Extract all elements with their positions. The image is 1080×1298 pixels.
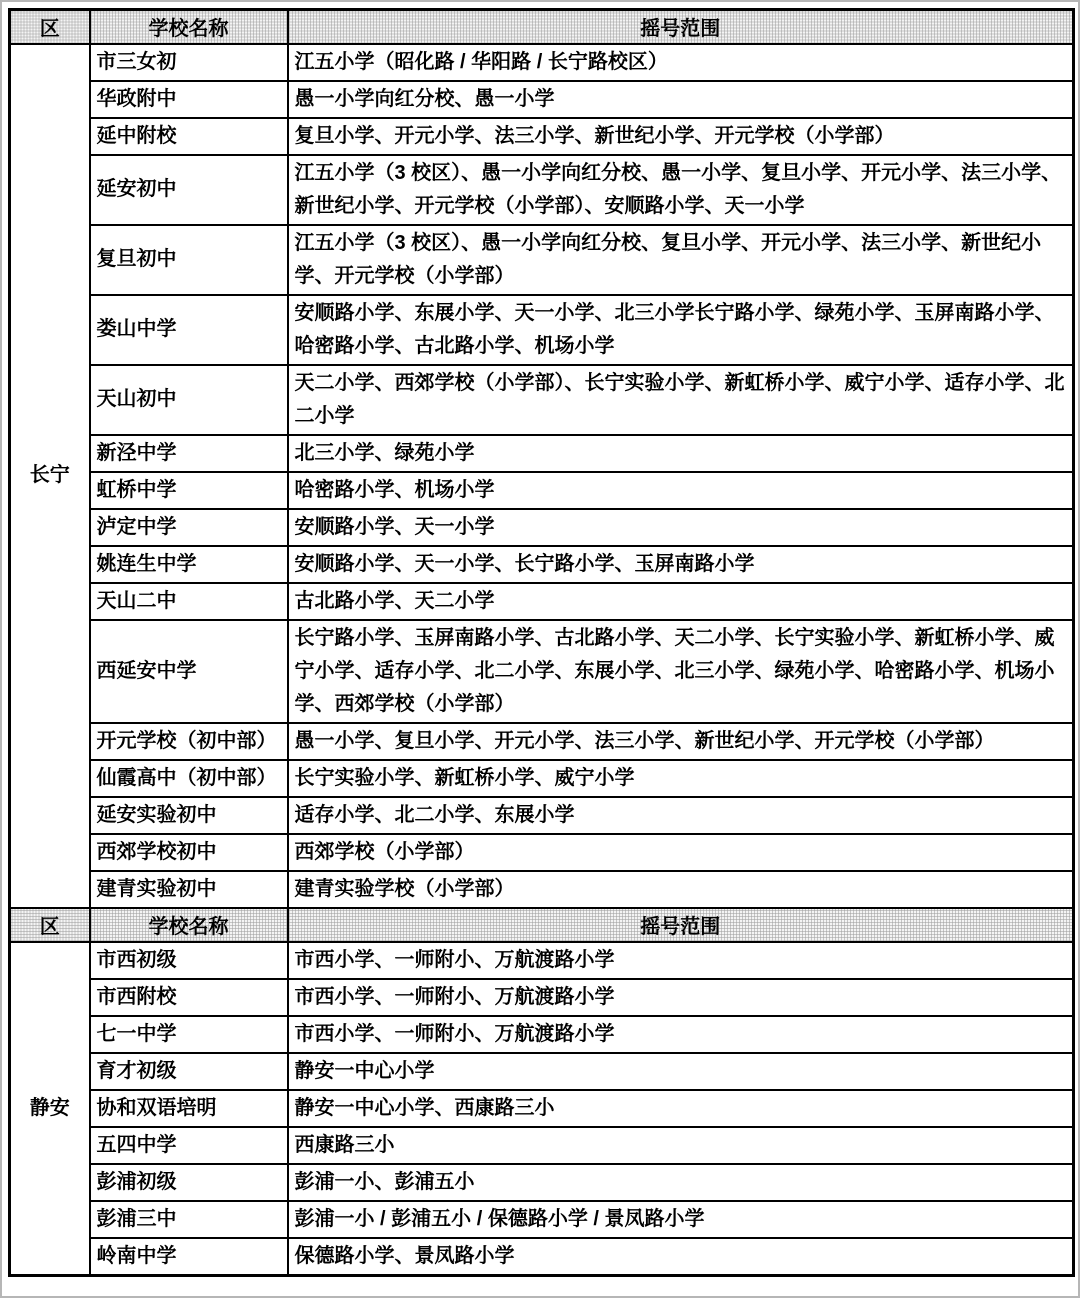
table-row	[10, 118, 1074, 155]
header-district: 区	[10, 908, 90, 942]
table-row	[10, 509, 1074, 546]
table-row	[10, 723, 1074, 760]
school-cell: 建青实验初中	[90, 871, 288, 908]
range-cell: 适存小学、北二小学、东展小学	[288, 797, 1074, 834]
school-cell: 西延安中学	[90, 620, 288, 723]
range-cell: 西郊学校（小学部）	[288, 834, 1074, 871]
range-cell: 市西小学、一师附小、万航渡路小学	[288, 979, 1074, 1016]
table-row	[10, 1201, 1074, 1238]
range-cell: 愚一小学向红分校、愚一小学	[288, 81, 1074, 118]
range-cell: 静安一中心小学、西康路三小	[288, 1090, 1074, 1127]
school-cell: 虹桥中学	[90, 472, 288, 509]
table-row	[10, 1127, 1074, 1164]
table-row	[10, 583, 1074, 620]
school-cell: 协和双语培明	[90, 1090, 288, 1127]
school-cell: 姚连生中学	[90, 546, 288, 583]
table-row	[10, 435, 1074, 472]
header-school: 学校名称	[90, 908, 288, 942]
range-cell: 哈密路小学、机场小学	[288, 472, 1074, 509]
school-cell: 延安初中	[90, 155, 288, 225]
table-row	[10, 620, 1074, 723]
range-cell: 古北路小学、天二小学	[288, 583, 1074, 620]
range-cell: 保德路小学、景凤路小学	[288, 1238, 1074, 1276]
range-cell: 长宁实验小学、新虹桥小学、威宁小学	[288, 760, 1074, 797]
range-cell: 江五小学（3 校区）、愚一小学向红分校、愚一小学、复旦小学、开元小学、法三小学、新世纪小学、开元学校（小学部）、安顺路小学、天一小学	[288, 155, 1074, 225]
school-cell: 天山二中	[90, 583, 288, 620]
range-cell: 市西小学、一师附小、万航渡路小学	[288, 1016, 1074, 1053]
range-cell: 西康路三小	[288, 1127, 1074, 1164]
table-row	[10, 1016, 1074, 1053]
school-cell: 延中附校	[90, 118, 288, 155]
header-range: 摇号范围	[288, 908, 1074, 942]
table-row	[10, 834, 1074, 871]
table-row	[10, 797, 1074, 834]
school-cell: 新泾中学	[90, 435, 288, 472]
school-cell: 西郊学校初中	[90, 834, 288, 871]
header-district: 区	[10, 10, 90, 44]
school-cell: 市西初级	[90, 942, 288, 979]
range-cell: 长宁路小学、玉屏南路小学、古北路小学、天二小学、长宁实验小学、新虹桥小学、威宁小学、适存小学、北二小学、东展小学、北三小学、绿苑小学、哈密路小学、机场小学、西郊学校（小学部）	[288, 620, 1074, 723]
table-header-row	[10, 908, 1074, 942]
range-cell: 愚一小学、复旦小学、开元小学、法三小学、新世纪小学、开元学校（小学部）	[288, 723, 1074, 760]
table-row	[10, 979, 1074, 1016]
table-row	[10, 155, 1074, 225]
table-row	[10, 295, 1074, 365]
school-cell: 仙霞高中（初中部）	[90, 760, 288, 797]
table-row	[10, 365, 1074, 435]
range-cell: 市西小学、一师附小、万航渡路小学	[288, 942, 1074, 979]
school-cell: 七一中学	[90, 1016, 288, 1053]
district-cell: 静安	[10, 942, 90, 1276]
school-cell: 泸定中学	[90, 509, 288, 546]
table-row	[10, 225, 1074, 295]
school-cell: 岭南中学	[90, 1238, 288, 1276]
table-row	[10, 871, 1074, 908]
table-row	[10, 472, 1074, 509]
school-cell: 天山初中	[90, 365, 288, 435]
header-range: 摇号范围	[288, 10, 1074, 44]
school-cell: 复旦初中	[90, 225, 288, 295]
table-row	[10, 1090, 1074, 1127]
range-cell: 天二小学、西郊学校（小学部）、长宁实验小学、新虹桥小学、威宁小学、适存小学、北二小学	[288, 365, 1074, 435]
school-cell: 彭浦三中	[90, 1201, 288, 1238]
table-row	[10, 760, 1074, 797]
table-row	[10, 1164, 1074, 1201]
header-school: 学校名称	[90, 10, 288, 44]
range-cell: 北三小学、绿苑小学	[288, 435, 1074, 472]
range-cell: 安顺路小学、天一小学	[288, 509, 1074, 546]
range-cell: 江五小学（昭化路 / 华阳路 / 长宁路校区）	[288, 44, 1074, 81]
table-row	[10, 942, 1074, 979]
range-cell: 江五小学（3 校区）、愚一小学向红分校、复旦小学、开元小学、法三小学、新世纪小学、开元学校（小学部）	[288, 225, 1074, 295]
table-body	[10, 10, 1074, 1276]
school-cell: 娄山中学	[90, 295, 288, 365]
range-cell: 彭浦一小 / 彭浦五小 / 保德路小学 / 景凤路小学	[288, 1201, 1074, 1238]
table-row	[10, 1238, 1074, 1276]
district-cell: 长宁	[10, 44, 90, 908]
range-cell: 建青实验学校（小学部）	[288, 871, 1074, 908]
table-row	[10, 44, 1074, 81]
school-cell: 延安实验初中	[90, 797, 288, 834]
school-cell: 五四中学	[90, 1127, 288, 1164]
table-row	[10, 1053, 1074, 1090]
range-cell: 静安一中心小学	[288, 1053, 1074, 1090]
range-cell: 安顺路小学、东展小学、天一小学、北三小学长宁路小学、绿苑小学、玉屏南路小学、哈密路小学、古北路小学、机场小学	[288, 295, 1074, 365]
range-cell: 彭浦一小、彭浦五小	[288, 1164, 1074, 1201]
table-header-row	[10, 10, 1074, 44]
school-cell: 开元学校（初中部）	[90, 723, 288, 760]
school-cell: 华政附中	[90, 81, 288, 118]
table-row	[10, 546, 1074, 583]
school-cell: 育才初级	[90, 1053, 288, 1090]
table-row	[10, 81, 1074, 118]
school-cell: 市西附校	[90, 979, 288, 1016]
school-lottery-table	[8, 8, 1075, 1277]
school-cell: 彭浦初级	[90, 1164, 288, 1201]
range-cell: 复旦小学、开元小学、法三小学、新世纪小学、开元学校（小学部）	[288, 118, 1074, 155]
school-cell: 市三女初	[90, 44, 288, 81]
range-cell: 安顺路小学、天一小学、长宁路小学、玉屏南路小学	[288, 546, 1074, 583]
